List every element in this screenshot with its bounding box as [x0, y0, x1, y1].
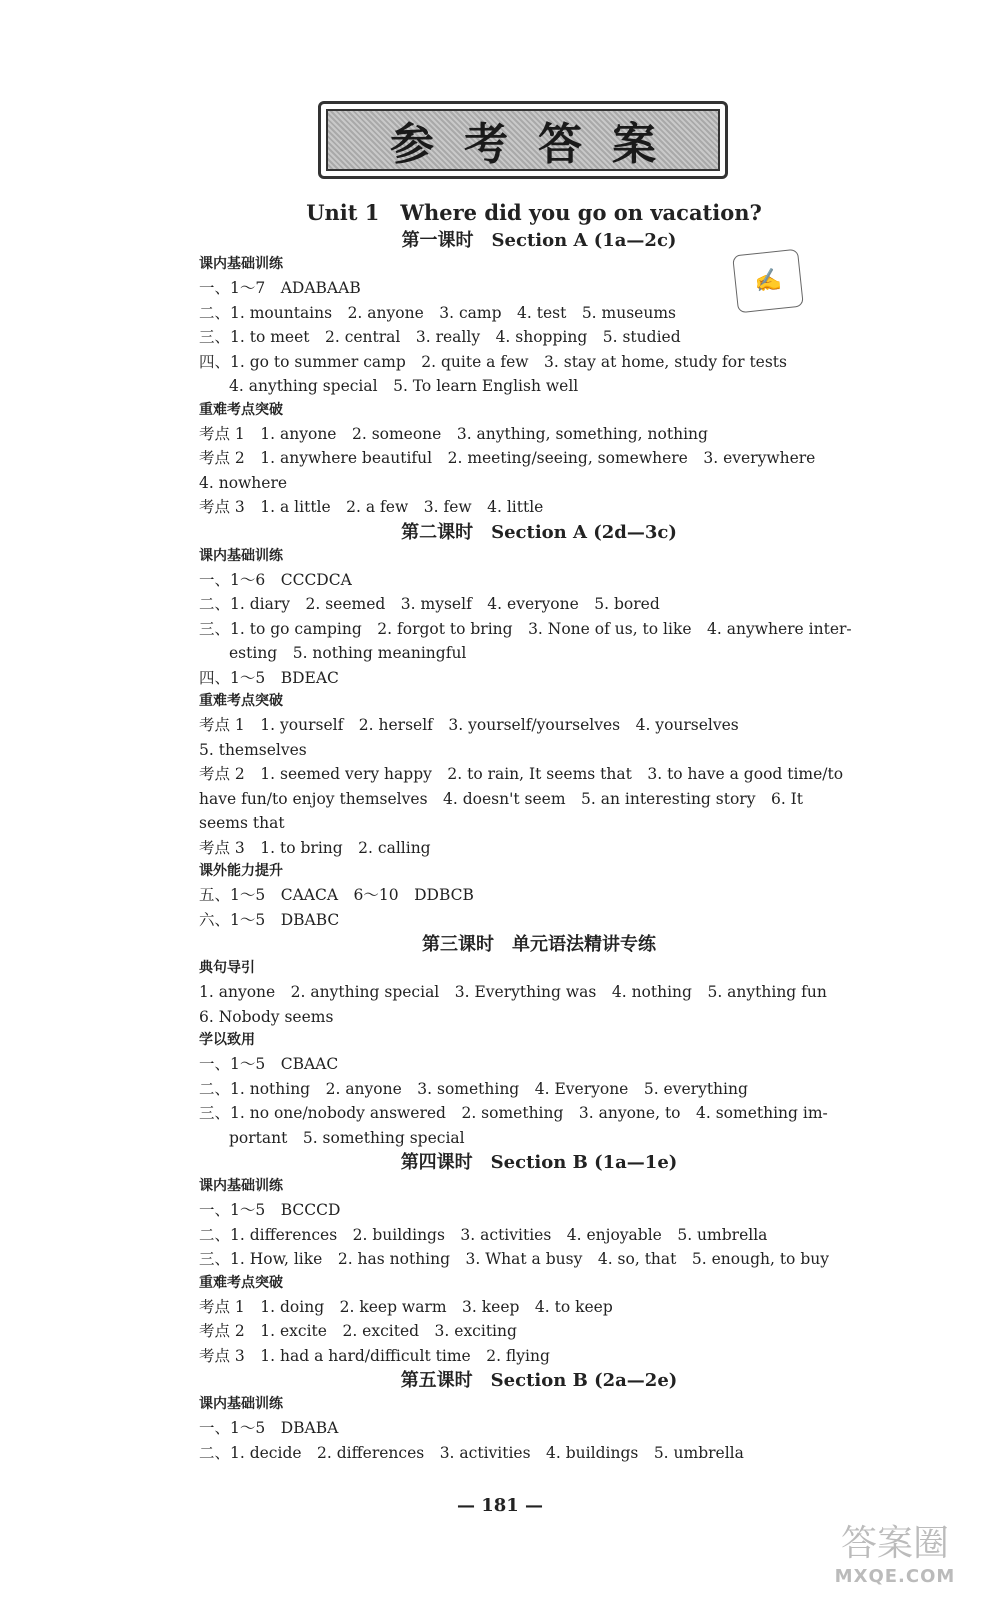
answer-line: 考点 3 1. a little 2. a few 3. few 4. little [199, 498, 544, 516]
section-heading: 重难考点突破 [199, 693, 283, 709]
answer-line: 一、1～6 CCCDCA [199, 570, 352, 589]
answer-line: 二、1. differences 2. buildings 3. activities 4. enjoyable 5. umbrella [199, 1225, 768, 1244]
answer-line: 考点 3 1. to bring 2. calling [199, 838, 431, 857]
lesson-title: 第二课时 Section A (2d—3c) [401, 521, 677, 543]
section-heading: 课内基础训练 [199, 1178, 283, 1194]
watermark-logo [820, 1510, 970, 1592]
answer-line: seems that [199, 814, 285, 832]
answer-line: 考点 1 1. doing 2. keep warm 3. keep 4. to keep [199, 1297, 613, 1316]
answer-line: 1. anyone 2. anything special 3. Everything was 4. nothing 5. anything fun [199, 983, 827, 1001]
answer-line: 考点 1 1. anyone 2. someone 3. anything, something, nothing [199, 424, 708, 443]
answer-line: 六、1～5 DBABC [199, 910, 340, 929]
answer-line: 考点 2 1. anywhere beautiful 2. meeting/seeing, somewhere 3. everywhere [199, 449, 816, 467]
section-heading: 典句导引 [199, 960, 255, 976]
answer-line: 4. nowhere [199, 473, 288, 492]
answer-line: 二、1. diary 2. seemed 3. myself 4. everyone 5. bored [199, 595, 660, 613]
answer-line: 5. themselves [199, 740, 307, 759]
answer-line: 考点 2 1. seemed very happy 2. to rain, It seems that 3. to have a good time/to [199, 765, 844, 783]
answer-line: 四、1. go to summer camp 2. quite a few 3. stay at home, study for tests [199, 352, 787, 371]
section-heading: 学以致用 [199, 1032, 255, 1048]
answer-line: 一、1～5 CBAAC [199, 1055, 339, 1073]
banner-title: 参考答案 [390, 119, 686, 170]
answer-line: esting 5. nothing meaningful [229, 644, 467, 662]
section-heading: 课内基础训练 [199, 256, 283, 272]
section-heading: 课内基础训练 [199, 1396, 283, 1412]
section-heading: 重难考点突破 [199, 1274, 283, 1291]
answer-line: 三、1. no one/nobody answered 2. something 3. anyone, to 4. something im- [199, 1104, 828, 1122]
answer-line: 三、1. to meet 2. central 3. really 4. shopping 5. studied [199, 328, 681, 346]
lesson-title: 第五课时 Section B (2a—2e) [400, 1370, 678, 1391]
answer-line: 4. anything special 5. To learn English well [229, 377, 579, 395]
unit-title: Unit 1 Where did you go on vacation? [306, 200, 762, 225]
answer-line: 考点 1 1. yourself 2. herself 3. yourself/yourselves 4. yourselves [199, 716, 739, 734]
answer-line: have fun/to enjoy themselves 4. doesn't seem 5. an interesting story 6. It [199, 789, 804, 808]
answer-line: 二、1. decide 2. differences 3. activities 4. buildings 5. umbrella [199, 1443, 744, 1462]
page-number: — 181 — [456, 1495, 544, 1516]
answer-line: 一、1～7 ADABAAB [199, 279, 361, 297]
answer-line: 四、1～5 BDEAC [199, 668, 339, 687]
answer-line: portant 5. something special [229, 1128, 465, 1147]
answer-line: 五、1～5 CAACA 6～10 DDBCB [199, 886, 474, 904]
answer-line: 一、1～5 DBABA [199, 1419, 339, 1437]
answer-line: 考点 3 1. had a hard/difficult time 2. flying [199, 1346, 550, 1365]
answer-key-banner [318, 101, 728, 179]
watermark-text: MXQE.COM [834, 1566, 956, 1587]
section-heading: 重难考点突破 [199, 401, 283, 418]
answer-line: 考点 2 1. excite 2. excited 3. exciting [199, 1322, 517, 1340]
section-heading: 课内基础训练 [199, 547, 283, 564]
lesson-title: 第四课时 Section B (1a—1e) [400, 1152, 678, 1173]
lesson-title: 第三课时 单元语法精讲专练 [422, 934, 656, 955]
answer-line: 6. Nobody seems [199, 1007, 334, 1026]
answer-line: 三、1. to go camping 2. forgot to bring 3. None of us, to like 4. anywhere inter- [199, 619, 852, 638]
watermark-glyph: 答案圈 [840, 1523, 949, 1564]
seal-stamp-icon: ✍ [732, 249, 804, 314]
answer-line: 二、1. nothing 2. anyone 3. something 4. Everyone 5. everything [199, 1079, 748, 1098]
answer-line: 三、1. How, like 2. has nothing 3. What a busy 4. so, that 5. enough, to buy [199, 1250, 829, 1268]
lesson-title: 第一课时 Section A (1a—2c) [401, 230, 677, 251]
answer-line: 二、1. mountains 2. anyone 3. camp 4. test 5. museums [199, 303, 676, 322]
answer-line: 一、1～5 BCCCD [199, 1201, 341, 1219]
answer-content [199, 200, 852, 1465]
section-heading: 课外能力提升 [199, 863, 283, 879]
